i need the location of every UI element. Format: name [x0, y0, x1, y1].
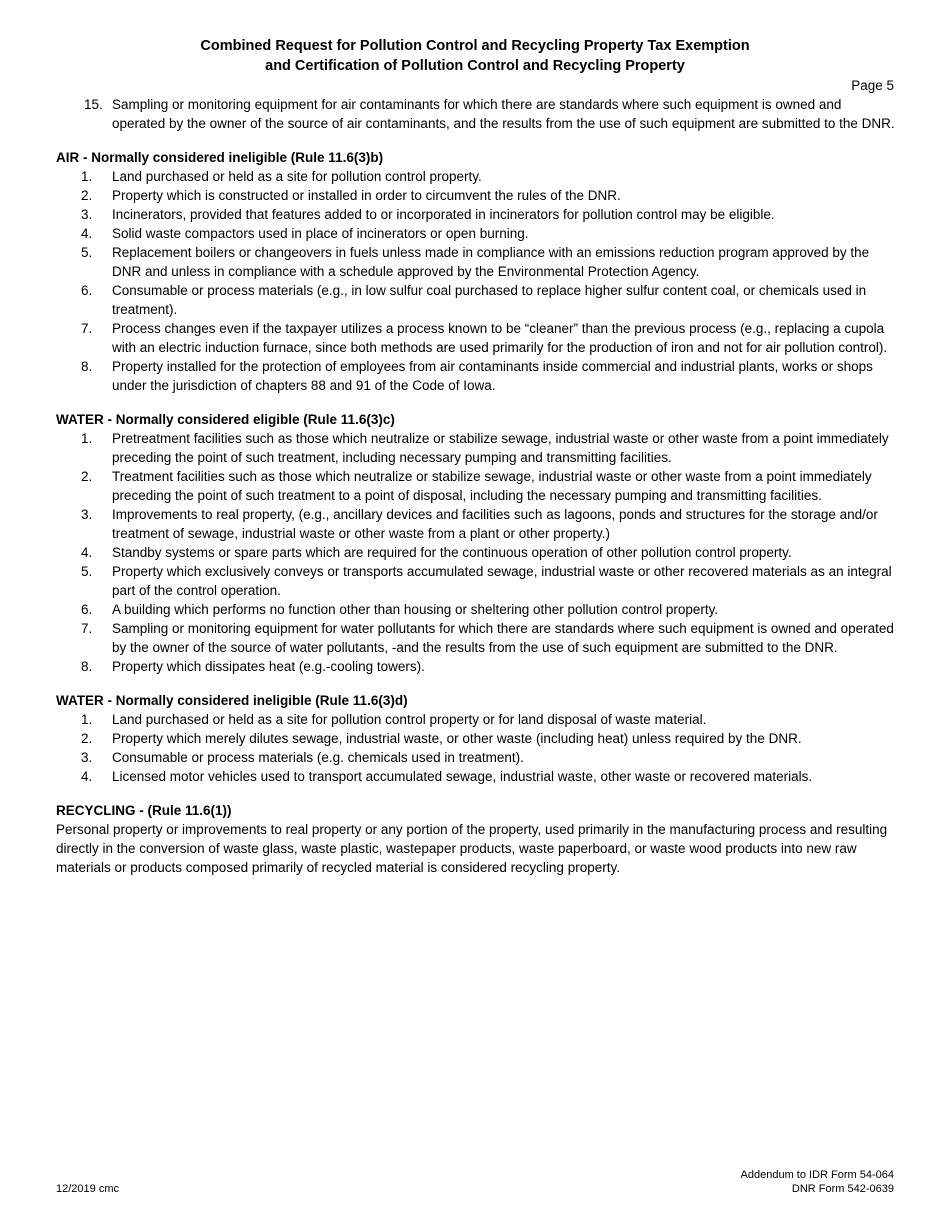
- list-item-number: 6.: [81, 602, 93, 617]
- list-item-number: 8.: [81, 659, 93, 674]
- section-heading: RECYCLING - (Rule 11.6(1)): [56, 803, 232, 818]
- list-item: [56, 562, 896, 600]
- list-item: [56, 281, 896, 319]
- list-item: [56, 657, 896, 676]
- list-item-number: 5.: [81, 564, 93, 579]
- page-title-line-1: Combined Request for Pollution Control and Recycling Property Tax Exemption: [200, 38, 750, 54]
- footer-form-ids: [741, 1168, 894, 1196]
- footer-revision: 12/2019 cmc: [56, 1183, 119, 1195]
- list-item: [56, 95, 896, 133]
- list-item-text: Property which dissipates heat (e.g.-cooling towers).: [112, 659, 425, 674]
- list-item-text: Sampling or monitoring equipment for water pollutants for which there are standards where such equipment is owned and operated by the owner of the source of water pollutants, -and the results from the use of such equipment are submitted to the DNR.: [112, 621, 894, 655]
- list-item-text: Improvements to real property, (e.g., ancillary devices and facilities such as lagoons, ponds and structures for the storage and/or treatment of sewage, industrial waste or other waste from a plant or other property.): [112, 507, 878, 541]
- list-item-text: Process changes even if the taxpayer utilizes a process known to be “cleaner” than the previous process (e.g., replacing a cupola with an electric induction furnace, since both methods are used primarily for the production of iron and not for air pollution control).: [112, 321, 888, 355]
- list-item: [56, 205, 896, 224]
- list-item: [56, 619, 896, 657]
- page-title: [0, 36, 950, 76]
- list-item: [56, 505, 896, 543]
- list-item-number: 3.: [81, 207, 93, 222]
- list-item-number: 3.: [81, 507, 93, 522]
- water-ineligible-list: [56, 710, 896, 786]
- list-item: [56, 729, 896, 748]
- section-heading: AIR - Normally considered ineligible (Rule 11.6(3)b): [56, 150, 384, 165]
- list-item: [56, 710, 896, 729]
- list-item: [56, 167, 896, 186]
- list-item: [56, 429, 896, 467]
- water-eligible-list: [56, 429, 896, 676]
- list-item: [56, 748, 896, 767]
- list-item: [56, 467, 896, 505]
- list-item-text: Treatment facilities such as those which neutralize or stabilize sewage, industrial waste or other waste from a point immediately preceding the point of such treatment to a point of disposal, including the necessary pumping and transmitting facilities.: [112, 469, 872, 503]
- section-recycling: [56, 801, 896, 877]
- list-item-text: Land purchased or held as a site for pollution control property.: [112, 169, 482, 184]
- list-item-number: 15.: [84, 97, 103, 112]
- list-item-text: Land purchased or held as a site for pollution control property or for land disposal of waste material.: [112, 712, 707, 727]
- list-item: [56, 319, 896, 357]
- list-item-number: 8.: [81, 359, 93, 374]
- list-item-text: Pretreatment facilities such as those which neutralize or stabilize sewage, industrial waste or other waste from a point immediately preceding the point of such treatment, including necessary pumping and transmitting facilities.: [112, 431, 889, 465]
- list-item: [56, 543, 896, 562]
- list-item-number: 5.: [81, 245, 93, 260]
- list-item-text: Property which merely dilutes sewage, industrial waste, or other waste (including heat) unless required by the DNR.: [112, 731, 802, 746]
- list-item-text: Solid waste compactors used in place of incinerators or open burning.: [112, 226, 529, 241]
- list-item-text: Incinerators, provided that features added to or incorporated in incinerators for pollution control may be eligible.: [112, 207, 775, 222]
- list-item-number: 6.: [81, 283, 93, 298]
- list-item: [56, 357, 896, 395]
- list-item-number: 1.: [81, 712, 93, 727]
- section-heading: WATER - Normally considered ineligible (Rule 11.6(3)d): [56, 693, 408, 708]
- page-number: Page 5: [851, 78, 894, 93]
- list-item-number: 4.: [81, 226, 93, 241]
- section-water-eligible: [56, 410, 896, 676]
- list-item: [56, 600, 896, 619]
- list-item-number: 4.: [81, 545, 93, 560]
- document-body: [56, 95, 896, 877]
- list-item-text: Sampling or monitoring equipment for air contaminants for which there are standards where such equipment is owned and operated by the owner of the source of air contaminants, and the results from the use of such equipment are submitted to the DNR.: [112, 97, 895, 131]
- footer-form-id-line-1: Addendum to IDR Form 54-064: [740, 1169, 894, 1181]
- list-item-number: 2.: [81, 731, 93, 746]
- list-item: [56, 243, 896, 281]
- list-item-number: 7.: [81, 321, 93, 336]
- section-water-ineligible: [56, 691, 896, 786]
- list-item-number: 3.: [81, 750, 93, 765]
- list-item-text: Consumable or process materials (e.g. chemicals used in treatment).: [112, 750, 524, 765]
- section-heading: WATER - Normally considered eligible (Rule 11.6(3)c): [56, 412, 395, 427]
- list-item-number: 2.: [81, 188, 93, 203]
- continued-list: [56, 95, 896, 133]
- list-item-number: 1.: [81, 431, 93, 446]
- recycling-paragraph: Personal property or improvements to real property or any portion of the property, used primarily in the manufacturing process and resulting directly in the conversion of waste glass, waste plastic, wastepaper products, waste paperboard, or waste wood products into new raw materials or products composed primarily of recycled material is considered recycling property.: [56, 822, 888, 875]
- list-item-text: A building which performs no function other than housing or sheltering other pollution control property.: [112, 602, 719, 617]
- list-item-text: Standby systems or spare parts which are required for the continuous operation of other pollution control property.: [112, 545, 792, 560]
- list-item: [56, 186, 896, 205]
- list-item-number: 2.: [81, 469, 93, 484]
- list-item-text: Property installed for the protection of employees from air contaminants inside commercial and industrial plants, works or shops under the jurisdiction of chapters 88 and 91 of the Code of Iowa.: [112, 359, 873, 393]
- list-item-text: Consumable or process materials (e.g., in low sulfur coal purchased to replace higher sulfur content coal, or chemicals used in treatment).: [112, 283, 867, 317]
- list-item-text: Property which is constructed or installed in order to circumvent the rules of the DNR.: [112, 188, 621, 203]
- list-item-number: 4.: [81, 769, 93, 784]
- list-item-text: Property which exclusively conveys or transports accumulated sewage, industrial waste or other recovered materials as an integral part of the control operation.: [112, 564, 892, 598]
- list-item-text: Licensed motor vehicles used to transport accumulated sewage, industrial waste, other waste or recovered materials.: [112, 769, 813, 784]
- list-item: [56, 767, 896, 786]
- section-air-ineligible: [56, 148, 896, 395]
- footer-form-id-line-2: DNR Form 542-0639: [791, 1183, 894, 1195]
- list-item: [56, 224, 896, 243]
- list-item-number: 1.: [81, 169, 93, 184]
- page-title-line-2: and Certification of Pollution Control and Recycling Property: [265, 58, 685, 74]
- air-ineligible-list: [56, 167, 896, 395]
- list-item-text: Replacement boilers or changeovers in fuels unless made in compliance with an emissions reduction program approved by the DNR and unless in compliance with a schedule approved by the Environmental Protection Agency.: [112, 245, 870, 279]
- list-item-number: 7.: [81, 621, 93, 636]
